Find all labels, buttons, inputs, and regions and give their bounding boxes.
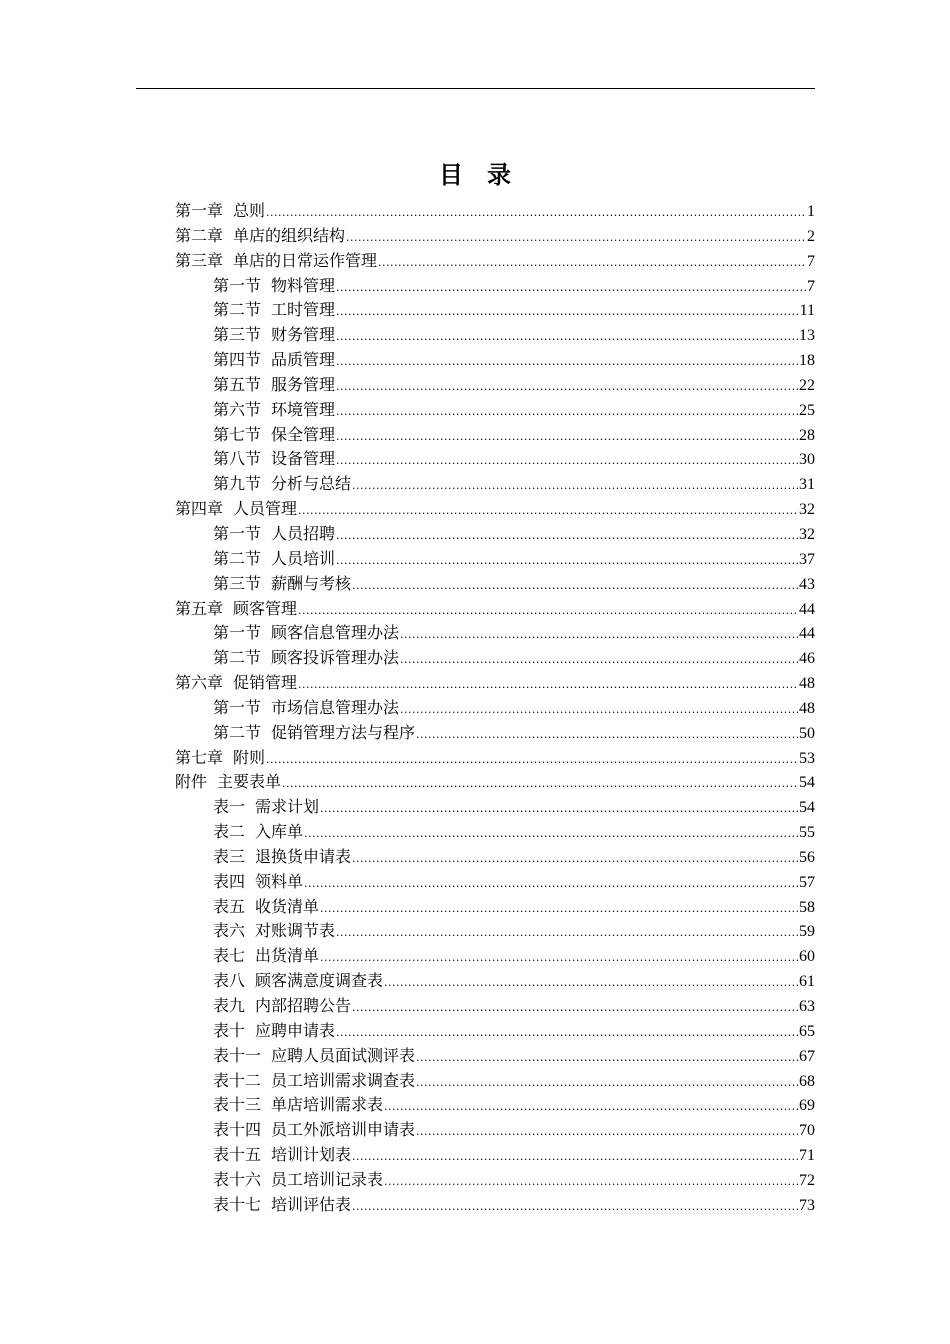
toc-entry-number: 表十五	[213, 1145, 262, 1165]
toc-entry-text: 附则	[233, 747, 266, 767]
toc-entry-label	[213, 447, 335, 472]
toc-entry-text: 工时管理	[271, 300, 336, 320]
toc-entry-section[interactable]	[175, 795, 815, 820]
toc-entry-text: 顾客投诉管理办法	[271, 648, 400, 668]
toc-entry-label	[213, 274, 335, 299]
toc-entry-text: 财务管理	[271, 325, 336, 345]
toc-entry-chapter[interactable]	[175, 497, 815, 522]
toc-dot-leader	[336, 549, 798, 572]
toc-dot-leader	[336, 325, 798, 348]
toc-entry-number: 第四章	[175, 499, 224, 519]
toc-page-number: 25	[799, 401, 815, 419]
toc-entry-label	[213, 895, 319, 920]
toc-entry-text: 顾客满意度调查表	[255, 971, 384, 991]
toc-page-number: 54	[799, 774, 815, 792]
toc-page-number: 54	[799, 799, 815, 817]
toc-entry-number: 表五	[213, 896, 246, 916]
toc-dot-leader	[416, 1046, 798, 1069]
toc-dot-leader	[298, 673, 798, 696]
toc-dot-leader	[336, 1021, 798, 1044]
toc-entry-section[interactable]	[175, 696, 815, 721]
toc-entry-label	[213, 845, 351, 870]
toc-entry-section[interactable]	[175, 572, 815, 597]
toc-entry-text: 人员管理	[233, 499, 298, 519]
toc-entry-text: 顾客管理	[233, 598, 298, 618]
toc-page-number: 70	[799, 1122, 815, 1140]
toc-dot-leader	[336, 425, 798, 448]
toc-entry-number: 第一章	[175, 201, 224, 220]
toc-entry-number: 第六章	[175, 673, 224, 693]
toc-page-number: 2	[807, 227, 815, 245]
toc-entry-number: 第二节	[213, 300, 262, 320]
toc-page-number: 28	[799, 426, 815, 444]
toc-page-number: 37	[799, 550, 815, 568]
toc-entry-number: 第二节	[213, 648, 262, 668]
toc-entry-chapter[interactable]	[175, 199, 815, 224]
toc-entry-label	[213, 646, 399, 671]
toc-page-number: 67	[799, 1047, 815, 1065]
toc-page-number: 50	[799, 724, 815, 742]
toc-entry-number: 第五节	[213, 374, 262, 394]
toc-dot-leader	[320, 797, 798, 820]
toc-dot-leader	[384, 1095, 798, 1118]
toc-entry-number: 附件	[175, 772, 208, 792]
toc-entry-text: 环境管理	[271, 399, 336, 419]
toc-entry-label	[175, 597, 297, 622]
toc-entry-label	[213, 820, 303, 845]
toc-entry-number: 第九节	[213, 474, 262, 494]
toc-page-number: 31	[799, 476, 815, 494]
toc-entry-section[interactable]	[175, 547, 815, 572]
toc-dot-leader	[298, 599, 798, 622]
toc-entry-section[interactable]	[175, 721, 815, 746]
toc-dot-leader	[304, 872, 798, 895]
toc-dot-leader	[416, 723, 798, 746]
header-rule	[136, 88, 815, 89]
toc-entry-number: 表十六	[213, 1169, 262, 1189]
toc-entry-text: 薪酬与考核	[271, 573, 352, 593]
toc-entry-text: 分析与总结	[271, 474, 352, 494]
toc-page-number: 44	[799, 625, 815, 643]
toc-entry-label	[175, 770, 281, 795]
page-title: 目 录	[439, 161, 511, 189]
toc-list	[175, 199, 815, 1218]
toc-dot-leader	[384, 1170, 798, 1193]
toc-entry-section[interactable]	[175, 919, 815, 944]
toc-entry-number: 表八	[213, 971, 246, 991]
toc-entry-label	[213, 1069, 415, 1094]
toc-entry-text: 服务管理	[271, 374, 336, 394]
toc-dot-leader	[336, 375, 798, 398]
toc-dot-leader	[378, 251, 806, 274]
toc-entry-number: 第一节	[213, 275, 262, 295]
toc-entry-section[interactable]	[175, 1019, 815, 1044]
toc-dot-leader	[282, 772, 798, 795]
toc-page-number: 73	[799, 1196, 815, 1214]
toc-entry-text: 顾客信息管理办法	[271, 623, 400, 643]
toc-entry-number: 第五章	[175, 598, 224, 618]
toc-entry-text: 员工培训需求调查表	[271, 1070, 416, 1090]
toc-entry-label	[175, 671, 297, 696]
toc-page-number: 13	[799, 327, 815, 345]
toc-entry-section[interactable]	[175, 969, 815, 994]
toc-dot-leader	[352, 847, 798, 870]
toc-dot-leader	[304, 822, 798, 845]
toc-entry-label	[213, 472, 351, 497]
toc-entry-label	[213, 870, 303, 895]
toc-entry-number: 第二节	[213, 548, 262, 568]
toc-entry-section[interactable]	[175, 1093, 815, 1118]
toc-page-number: 43	[799, 575, 815, 593]
toc-dot-leader	[336, 921, 798, 944]
toc-dot-leader	[346, 226, 806, 249]
toc-entry-section[interactable]	[175, 298, 815, 323]
toc-entry-chapter[interactable]	[175, 224, 815, 249]
toc-entry-chapter[interactable]	[175, 671, 815, 696]
toc-entry-text: 总则	[233, 201, 266, 220]
toc-page-number: 65	[799, 1022, 815, 1040]
toc-entry-number: 表十四	[213, 1120, 262, 1140]
toc-dot-leader	[336, 350, 798, 373]
toc-page-number: 58	[799, 898, 815, 916]
toc-entry-section[interactable]	[175, 472, 815, 497]
toc-entry-label	[213, 919, 335, 944]
toc-entry-label	[213, 1044, 415, 1069]
toc-entry-label	[213, 696, 399, 721]
toc-entry-label	[213, 994, 351, 1019]
toc-entry-section[interactable]	[175, 323, 815, 348]
toc-entry-number: 第三节	[213, 325, 262, 345]
toc-dot-leader	[336, 276, 806, 299]
toc-dot-leader	[416, 1120, 798, 1143]
toc-page-number: 71	[799, 1147, 815, 1165]
toc-entry-number: 表十七	[213, 1194, 262, 1214]
toc-entry-label	[213, 795, 319, 820]
toc-entry-text: 需求计划	[255, 797, 320, 817]
toc-page-number: 60	[799, 948, 815, 966]
toc-dot-leader	[352, 574, 798, 597]
toc-page-number: 57	[799, 873, 815, 891]
toc-dot-leader	[400, 623, 798, 646]
toc-entry-label	[213, 298, 335, 323]
toc-entry-label	[213, 1093, 383, 1118]
toc-page-number: 69	[799, 1097, 815, 1115]
toc-entry-number: 表九	[213, 996, 246, 1015]
toc-entry-chapter[interactable]	[175, 770, 815, 795]
toc-entry-section[interactable]	[175, 398, 815, 423]
toc-dot-leader	[400, 698, 798, 721]
toc-page-number: 55	[799, 824, 815, 842]
toc-entry-text: 物料管理	[271, 275, 336, 295]
toc-entry-text: 内部招聘公告	[255, 996, 352, 1015]
toc-entry-text: 保全管理	[271, 424, 336, 444]
toc-entry-number: 表十一	[213, 1045, 262, 1065]
toc-entry-section[interactable]	[175, 348, 815, 373]
toc-entry-text: 市场信息管理办法	[271, 697, 400, 717]
toc-entry-section[interactable]	[175, 373, 815, 398]
toc-entry-label	[175, 224, 345, 249]
toc-dot-leader	[416, 1071, 798, 1094]
toc-entry-text: 主要表单	[217, 772, 282, 792]
toc-page-number: 7	[807, 252, 815, 270]
toc-page-number: 1	[807, 203, 815, 220]
toc-entry-label	[175, 746, 265, 771]
toc-entry-section[interactable]	[175, 447, 815, 472]
toc-entry-section[interactable]	[175, 1168, 815, 1193]
toc-entry-label	[213, 969, 383, 994]
toc-entry-number: 表一	[213, 797, 246, 817]
toc-entry-number: 第二章	[175, 225, 224, 245]
toc-entry-number: 表七	[213, 946, 246, 966]
toc-entry-text: 对账调节表	[255, 921, 336, 941]
toc-page-number: 59	[799, 923, 815, 941]
toc-entry-section[interactable]	[175, 522, 815, 547]
toc-entry-section[interactable]	[175, 1193, 815, 1218]
toc-dot-leader	[266, 201, 806, 224]
toc-entry-section[interactable]	[175, 274, 815, 299]
toc-entry-label	[213, 398, 335, 423]
toc-entry-section[interactable]	[175, 1143, 815, 1168]
toc-entry-section[interactable]	[175, 870, 815, 895]
toc-entry-section[interactable]	[175, 944, 815, 969]
toc-entry-label	[175, 249, 377, 274]
toc-entry-label	[213, 348, 335, 373]
toc-page-number: 48	[799, 675, 815, 693]
toc-entry-label	[213, 621, 399, 646]
toc-entry-chapter[interactable]	[175, 597, 815, 622]
toc-entry-section[interactable]	[175, 1118, 815, 1143]
toc-entry-text: 培训评估表	[271, 1194, 352, 1214]
toc-page-number: 63	[799, 998, 815, 1015]
toc-dot-leader	[336, 400, 798, 423]
toc-entry-number: 第四节	[213, 350, 262, 370]
toc-dot-leader	[336, 300, 799, 323]
toc-entry-text: 领料单	[255, 871, 304, 891]
toc-entry-label	[175, 497, 297, 522]
toc-entry-label	[213, 721, 415, 746]
toc-entry-number: 表十	[213, 1020, 246, 1040]
toc-entry-number: 第八节	[213, 449, 262, 469]
toc-entry-label	[213, 423, 335, 448]
toc-dot-leader	[336, 524, 798, 547]
toc-dot-leader	[384, 971, 798, 994]
toc-page-number: 48	[799, 699, 815, 717]
toc-entry-number: 表二	[213, 822, 246, 842]
toc-entry-section[interactable]	[175, 621, 815, 646]
toc-entry-text: 应聘申请表	[255, 1020, 336, 1040]
toc-dot-leader	[320, 946, 798, 969]
toc-entry-number: 第七章	[175, 747, 224, 767]
toc-dot-leader	[352, 1195, 798, 1218]
toc-entry-text: 收货清单	[255, 896, 320, 916]
toc-page-number: 53	[799, 749, 815, 767]
toc-page-number: 72	[799, 1171, 815, 1189]
toc-entry-section[interactable]	[175, 1069, 815, 1094]
toc-dot-leader	[320, 897, 798, 920]
toc-page-number: 32	[799, 501, 815, 519]
toc-entry-text: 员工外派培训申请表	[271, 1120, 416, 1140]
toc-page-number: 18	[799, 352, 815, 370]
toc-entry-text: 促销管理方法与程序	[271, 722, 416, 742]
toc-entry-chapter[interactable]	[175, 249, 815, 274]
toc-entry-label	[175, 199, 265, 224]
toc-entry-text: 人员招聘	[271, 523, 336, 543]
toc-entry-text: 应聘人员面试测评表	[271, 1045, 416, 1065]
toc-page-number: 44	[799, 600, 815, 618]
toc-entry-text: 单店的日常运作管理	[233, 250, 378, 270]
toc-entry-text: 促销管理	[233, 673, 298, 693]
toc-entry-number: 第三章	[175, 250, 224, 270]
toc-entry-label	[213, 323, 335, 348]
toc-page-number: 56	[799, 848, 815, 866]
toc-entry-text: 人员培训	[271, 548, 336, 568]
toc-entry-text: 设备管理	[271, 449, 336, 469]
toc-entry-text: 品质管理	[271, 350, 336, 370]
toc-entry-chapter[interactable]	[175, 746, 815, 771]
toc-entry-label	[213, 944, 319, 969]
toc-entry-section[interactable]	[175, 994, 815, 1019]
toc-dot-leader	[266, 748, 798, 771]
toc-entry-label	[213, 1118, 415, 1143]
toc-entry-number: 第二节	[213, 722, 262, 742]
toc-dot-leader	[352, 474, 798, 497]
toc-dot-leader	[400, 648, 798, 671]
toc-dot-leader	[352, 1145, 798, 1168]
toc-entry-text: 出货清单	[255, 946, 320, 966]
toc-entry-number: 第一节	[213, 623, 262, 643]
toc-entry-label	[213, 1143, 351, 1168]
toc-entry-section[interactable]	[175, 423, 815, 448]
toc-entry-number: 表四	[213, 871, 246, 891]
toc-entry-text: 员工培训记录表	[271, 1169, 384, 1189]
toc-page-number: 7	[807, 277, 815, 295]
toc-dot-leader	[352, 996, 798, 1019]
toc-entry-number: 第三节	[213, 573, 262, 593]
toc-entry-text: 退换货申请表	[255, 846, 352, 866]
toc-page-number: 61	[799, 973, 815, 991]
toc-page-number: 30	[799, 451, 815, 469]
toc-page-number: 46	[799, 650, 815, 668]
toc-entry-number: 第一节	[213, 523, 262, 543]
toc-entry-label	[213, 572, 351, 597]
toc-entry-section[interactable]	[175, 820, 815, 845]
toc-entry-number: 第六节	[213, 399, 262, 419]
toc-page-number: 68	[799, 1072, 815, 1090]
toc-entry-label	[213, 1193, 351, 1218]
toc-entry-section[interactable]	[175, 1044, 815, 1069]
toc-entry-label	[213, 373, 335, 398]
toc-entry-number: 表三	[213, 846, 246, 866]
toc-entry-text: 单店培训需求表	[271, 1095, 384, 1115]
toc-page-number: 32	[799, 525, 815, 543]
toc-page-number: 22	[799, 376, 815, 394]
toc-entry-label	[213, 547, 335, 572]
toc-entry-number: 第七节	[213, 424, 262, 444]
toc-dot-leader	[336, 449, 798, 472]
toc-page-number: 11	[799, 302, 815, 320]
toc-entry-text: 入库单	[255, 822, 304, 842]
toc-entry-label	[213, 1168, 383, 1193]
toc-entry-text: 单店的组织结构	[233, 225, 346, 245]
toc-entry-number: 表六	[213, 921, 246, 941]
toc-entry-number: 表十二	[213, 1070, 262, 1090]
toc-entry-section[interactable]	[175, 646, 815, 671]
toc-entry-section[interactable]	[175, 895, 815, 920]
toc-entry-number: 表十三	[213, 1095, 262, 1115]
toc-entry-label	[213, 1019, 335, 1044]
toc-entry-text: 培训计划表	[271, 1145, 352, 1165]
toc-entry-number: 第一节	[213, 697, 262, 717]
toc-dot-leader	[298, 499, 798, 522]
toc-entry-section[interactable]	[175, 845, 815, 870]
toc-entry-label	[213, 522, 335, 547]
